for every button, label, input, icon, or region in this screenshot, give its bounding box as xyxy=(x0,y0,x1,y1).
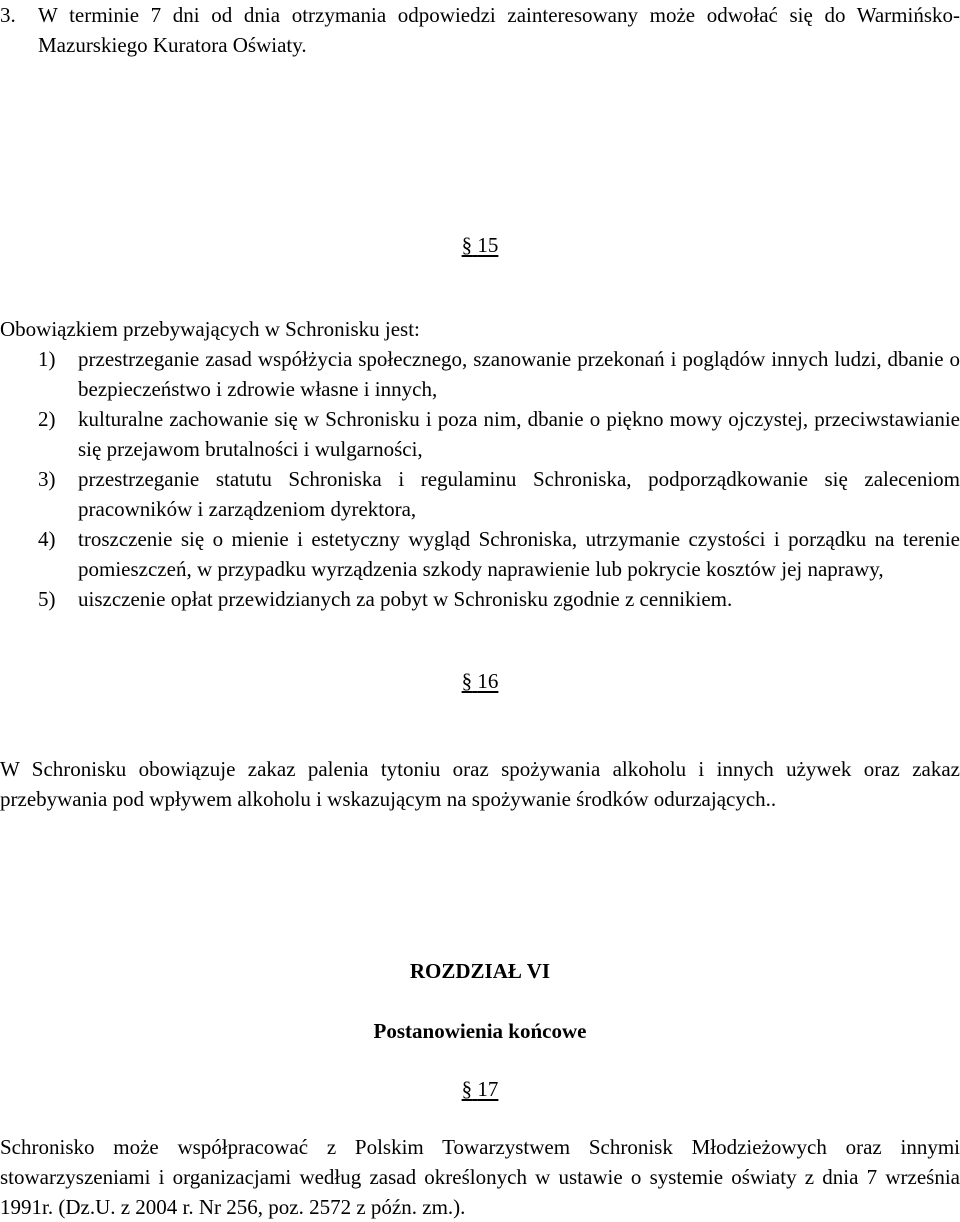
item-number: 5) xyxy=(38,587,56,611)
section-17-header xyxy=(0,1074,960,1104)
item-number: 3) xyxy=(38,467,56,491)
item-number: 4) xyxy=(38,527,56,551)
list-item xyxy=(0,464,960,524)
list-item xyxy=(0,0,960,60)
section-number: 17 xyxy=(477,1077,499,1101)
item-text: W terminie 7 dni od dnia otrzymania odpowiedzi zainteresowany może odwołać się do Warmińsko-Mazurskiego Kuratora Oświaty. xyxy=(38,3,960,57)
section-sign: § xyxy=(461,669,473,693)
item-text: uiszczenie opłat przewidzianych za pobyt w Schronisku zgodnie z cennikiem. xyxy=(78,587,733,611)
list-item xyxy=(0,584,960,614)
section-17-text: Schronisko może współpracować z Polskim Towarzystwem Schronisk Młodzieżowych oraz innymi stowarzyszeniami i organizacjami według zasad określonych w ustawie o systemie oświaty z dnia 7 września 1991r. (Dz.U. z 2004 r. Nr 256, poz. 2572 z późn. zm.). xyxy=(0,1135,960,1219)
section-sign: § xyxy=(461,233,473,257)
list-item xyxy=(0,344,960,404)
obligations-list xyxy=(0,344,960,614)
item-text: przestrzeganie statutu Schroniska i regulaminu Schroniska, podporządkowanie się zaleceniom pracowników i zarządzeniom dyrektora, xyxy=(78,467,960,521)
chapter-subtitle: Postanowienia końcowe xyxy=(373,1019,587,1043)
section-number: 16 xyxy=(477,669,499,693)
section-15-header xyxy=(0,230,960,260)
section-16-text: W Schronisku obowiązuje zakaz palenia tytoniu oraz spożywania alkoholu i innych używek oraz zakaz przebywania pod wpływem alkoholu i wskazującym na spożywanie środków odurzających.. xyxy=(0,757,960,811)
item-text: kulturalne zachowanie się w Schronisku i poza nim, dbanie o piękno mowy ojczystej, przeciwstawianie się przejawom brutalności i wulgarności, xyxy=(78,407,960,461)
top-item xyxy=(0,0,960,60)
list-item xyxy=(0,404,960,464)
chapter-title: ROZDZIAŁ VI xyxy=(409,959,551,983)
section-16-header xyxy=(0,666,960,696)
item-text: troszczenie się o mienie i estetyczny wygląd Schroniska, utrzymanie czystości i porządku na terenie pomieszczeń, w przypadku wyrządzenia szkody naprawienie lub pokrycie kosztów jej naprawy, xyxy=(78,527,960,581)
item-text: przestrzeganie zasad współżycia społecznego, szanowanie przekonań i poglądów innych ludzi, dbanie o bezpieczeństwo i zdrowie własne i innych, xyxy=(78,347,960,401)
item-number: 1) xyxy=(38,347,56,371)
section-15-intro: Obowiązkiem przebywających w Schronisku jest: xyxy=(0,317,420,341)
section-number: 15 xyxy=(477,233,499,257)
item-number: 3. xyxy=(0,3,16,27)
item-number: 2) xyxy=(38,407,56,431)
section-sign: § xyxy=(461,1077,473,1101)
section-15-body xyxy=(0,314,960,614)
list-item xyxy=(0,524,960,584)
